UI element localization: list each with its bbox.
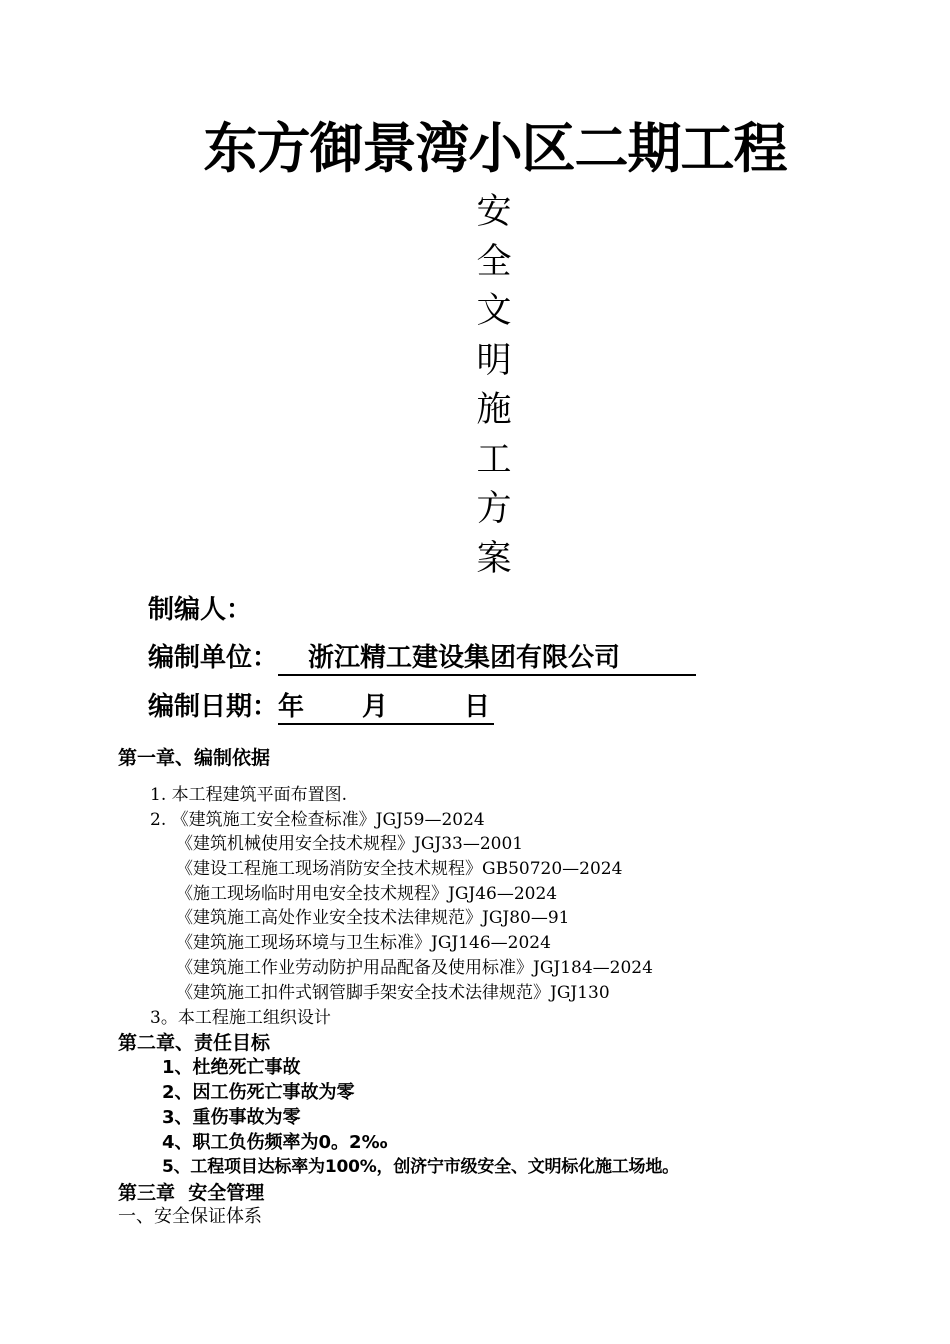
date-year: 年 xyxy=(278,692,305,722)
date-month: 月 xyxy=(362,692,389,722)
reference-item: 2. 《建筑施工安全检查标准》JGJ59—2024 xyxy=(150,810,485,830)
chapter-1-heading: 第一章、编制依据 xyxy=(118,747,271,769)
document-title: 东方御景湾小区二期工程 xyxy=(203,117,787,180)
chapter-3-heading: 第三章 安全管理 xyxy=(118,1182,265,1204)
date-label: 编制日期： xyxy=(148,692,279,722)
unit-value: 浙江精工建设集团有限公司 xyxy=(308,643,621,673)
subtitle-char: 全 xyxy=(476,242,512,282)
reference-item: 《建筑施工高处作业安全技术法律规范》JGJ80—91 xyxy=(176,908,570,928)
subtitle-char: 案 xyxy=(476,539,512,579)
reference-item: 《施工现场临时用电安全技术规程》JGJ46—2024 xyxy=(176,884,558,904)
goal-item: 3、重伤事故为零 xyxy=(162,1107,301,1128)
reference-item: 3。本工程施工组织设计 xyxy=(150,1008,331,1028)
subtitle-char: 文 xyxy=(476,291,512,331)
goal-item: 2、因工伤死亡事故为零 xyxy=(162,1082,355,1103)
goal-item: 5、工程项目达标率为100%，创济宁市级安全、文明标化施工场地。 xyxy=(162,1157,679,1177)
editor-line xyxy=(148,592,252,628)
reference-item: 《建设工程施工现场消防安全技术规程》GB50720—2024 xyxy=(176,859,623,879)
chapter-2-heading: 第二章、责任目标 xyxy=(118,1032,271,1054)
date-day: 日 xyxy=(464,692,491,722)
subtitle-char: 明 xyxy=(476,341,512,381)
date-underline xyxy=(278,691,494,725)
reference-item: 1. 本工程建筑平面布置图. xyxy=(150,785,348,805)
editor-label: 制编人： xyxy=(148,595,253,625)
unit-value-underline xyxy=(278,642,696,676)
reference-item: 《建筑施工扣件式钢管脚手架安全技术法律规范》JGJ130 xyxy=(176,983,610,1003)
goal-item: 1、杜绝死亡事故 xyxy=(162,1057,301,1078)
reference-item: 《建筑机械使用安全技术规程》JGJ33—2001 xyxy=(176,834,524,854)
reference-item: 《建筑施工作业劳动防护用品配备及使用标准》JGJ184—2024 xyxy=(176,958,653,978)
unit-line xyxy=(148,640,696,676)
subtitle-char: 安 xyxy=(476,192,512,232)
section-heading: 一、安全保证体系 xyxy=(118,1206,262,1227)
subtitle-char: 方 xyxy=(476,489,512,529)
reference-item: 《建筑施工现场环境与卫生标准》JGJ146—2024 xyxy=(176,933,551,953)
subtitle-char: 施 xyxy=(476,390,512,430)
goal-item: 4、职工负伤频率为0。2‰ xyxy=(162,1132,388,1153)
unit-label: 编制单位： xyxy=(148,643,279,673)
subtitle-char: 工 xyxy=(476,440,512,480)
date-line xyxy=(148,689,494,725)
